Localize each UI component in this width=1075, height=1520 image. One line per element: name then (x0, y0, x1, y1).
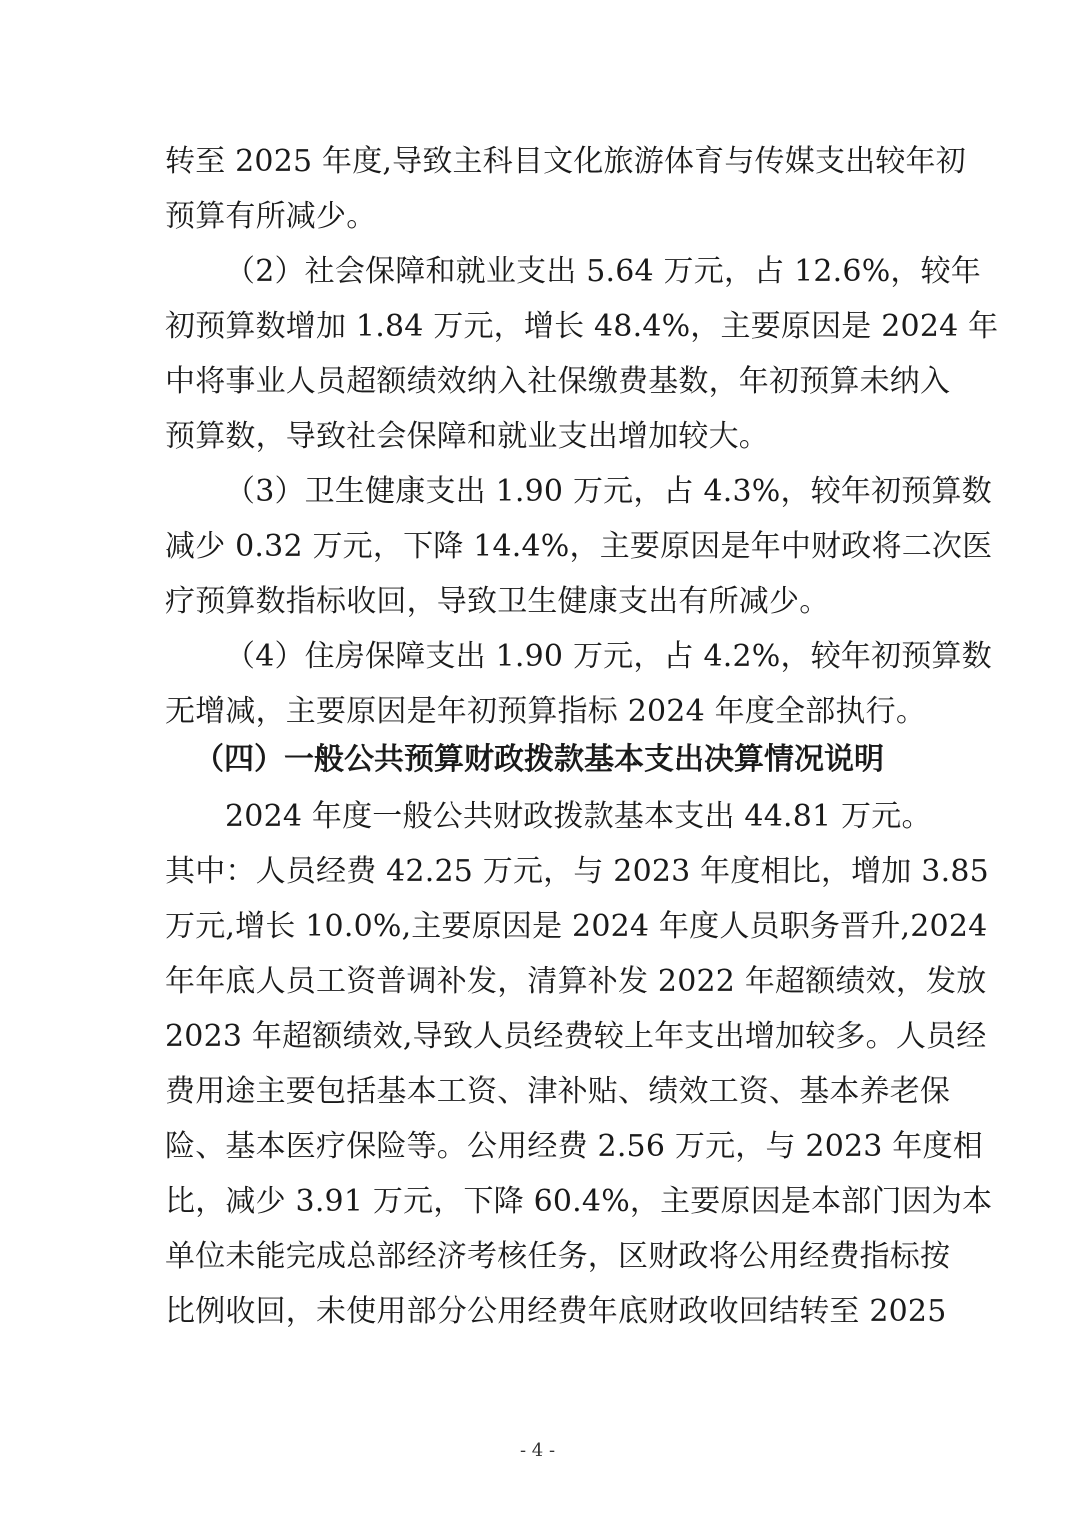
paragraph-line: 费用途主要包括基本工资、津补贴、绩效工资、基本养老保 (165, 1074, 951, 1109)
paragraph-line: 单位未能完成总部经济考核任务，区财政将公用经费指标按 (165, 1239, 951, 1274)
paragraph-line: 预算数，导致社会保障和就业支出增加较大。 (165, 419, 769, 454)
paragraph-line: 疗预算数指标收回，导致卫生健康支出有所减少。 (165, 584, 830, 619)
page-number: - 4 - (519, 1440, 556, 1461)
paragraph-line: （3）卫生健康支出 1.90 万元，占 4.3%，较年初预算数 (225, 474, 992, 509)
paragraph-line: 减少 0.32 万元，下降 14.4%，主要原因是年中财政将二次医 (165, 529, 993, 564)
paragraph-line: 2023 年超额绩效,导致人员经费较上年支出增加较多。人员经 (165, 1019, 987, 1054)
paragraph-line: 险、基本医疗保险等。公用经费 2.56 万元，与 2023 年度相 (165, 1129, 983, 1164)
paragraph-line: 中将事业人员超额绩效纳入社保缴费基数，年初预算未纳入 (165, 364, 951, 399)
paragraph-line: 2024 年度一般公共财政拨款基本支出 44.81 万元。 (225, 799, 932, 834)
section-heading: （四）一般公共预算财政拨款基本支出决算情况说明 (194, 742, 884, 777)
paragraph-line: 其中：人员经费 42.25 万元，与 2023 年度相比，增加 3.85 (165, 854, 989, 889)
paragraph-line: 转至 2025 年度,导致主科目文化旅游体育与传媒支出较年初 (165, 144, 966, 179)
paragraph-line: 预算有所减少。 (165, 199, 377, 234)
paragraph-line: （4）住房保障支出 1.90 万元，占 4.2%，较年初预算数 (225, 639, 992, 674)
paragraph-line: 年年底人员工资普调补发，清算补发 2022 年超额绩效，发放 (165, 964, 987, 999)
paragraph-line: 万元,增长 10.0%,主要原因是 2024 年度人员职务晋升,2024 (165, 909, 988, 944)
paragraph-line: （2）社会保障和就业支出 5.64 万元，占 12.6%，较年 (225, 254, 981, 289)
paragraph-line: 比例收回，未使用部分公用经费年底财政收回结转至 2025 (165, 1294, 947, 1329)
paragraph-line: 比，减少 3.91 万元，下降 60.4%，主要原因是本部门因为本 (165, 1184, 993, 1219)
paragraph-line: 初预算数增加 1.84 万元，增长 48.4%，主要原因是 2024 年 (165, 309, 999, 344)
paragraph-line: 无增减，主要原因是年初预算指标 2024 年度全部执行。 (165, 694, 927, 729)
